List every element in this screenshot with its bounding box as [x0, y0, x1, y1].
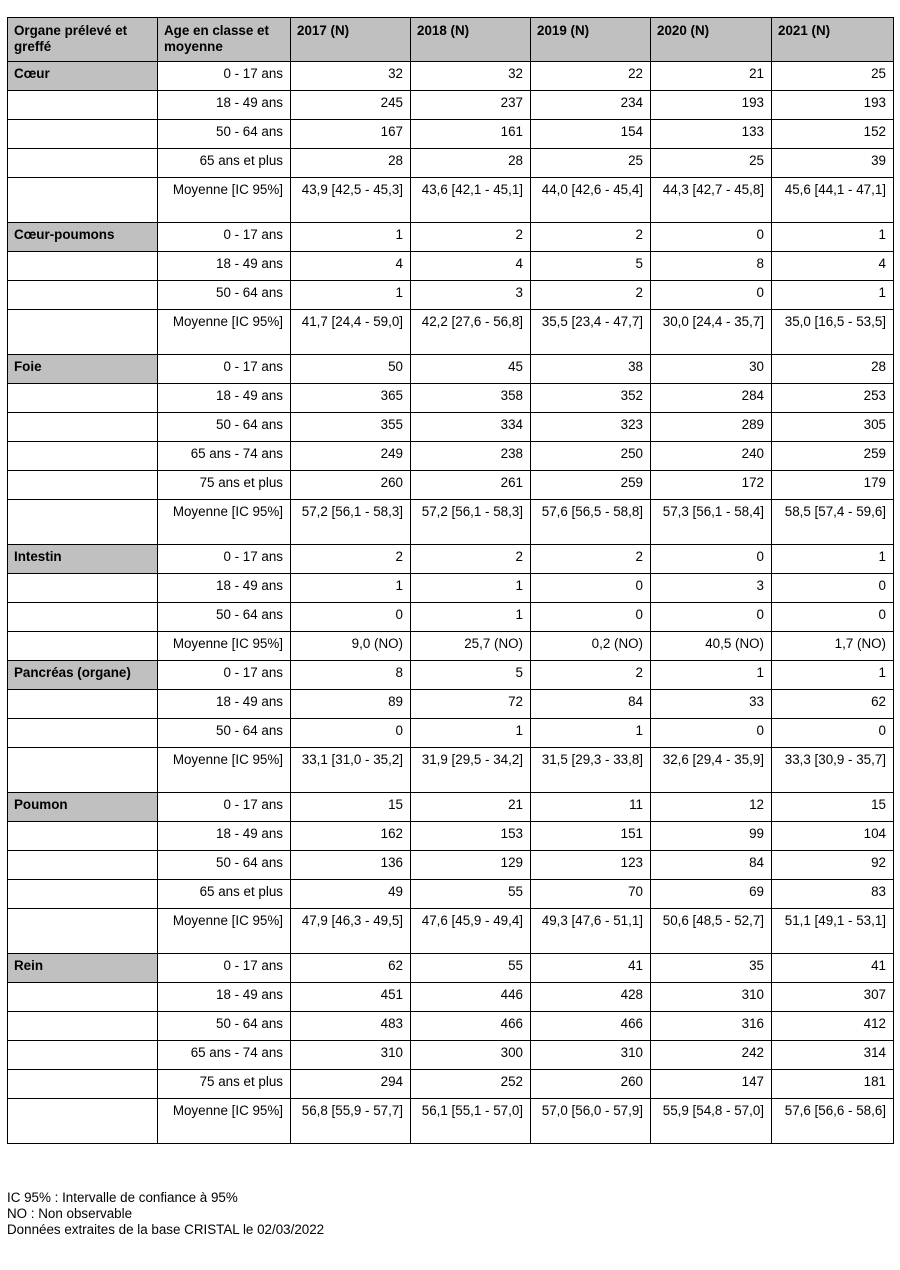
value-cell: 30,0 [24,4 - 35,7]	[651, 310, 772, 355]
organ-label: Foie	[8, 355, 158, 384]
value-cell: 4	[411, 252, 531, 281]
footnote-no: NO : Non observable	[7, 1206, 133, 1221]
header-organ: Organe prélevé et greffé	[8, 18, 158, 62]
value-cell: 1	[411, 719, 531, 748]
age-class-cell: 0 - 17 ans	[158, 661, 291, 690]
value-cell: 43,6 [42,1 - 45,1]	[411, 178, 531, 223]
header-row	[8, 18, 894, 62]
table-row	[8, 748, 894, 793]
table-row	[8, 120, 894, 149]
value-cell: 307	[772, 983, 894, 1012]
value-cell: 15	[772, 793, 894, 822]
organ-cell-empty	[8, 149, 158, 178]
organ-label: Poumon	[8, 793, 158, 822]
table-row	[8, 281, 894, 310]
age-class-cell: 18 - 49 ans	[158, 822, 291, 851]
value-cell: 21	[411, 793, 531, 822]
table-row	[8, 851, 894, 880]
age-class-cell: 75 ans et plus	[158, 471, 291, 500]
value-cell: 253	[772, 384, 894, 413]
value-cell: 1	[772, 281, 894, 310]
header-2017: 2017 (N)	[291, 18, 411, 62]
value-cell: 45	[411, 355, 531, 384]
value-cell: 15	[291, 793, 411, 822]
age-class-cell: 0 - 17 ans	[158, 62, 291, 91]
organ-cell-empty	[8, 281, 158, 310]
value-cell: 316	[651, 1012, 772, 1041]
value-cell: 4	[772, 252, 894, 281]
value-cell: 179	[772, 471, 894, 500]
value-cell: 259	[531, 471, 651, 500]
value-cell: 300	[411, 1041, 531, 1070]
value-cell: 89	[291, 690, 411, 719]
organ-cell-empty	[8, 471, 158, 500]
organ-cell-empty	[8, 120, 158, 149]
header-2018: 2018 (N)	[411, 18, 531, 62]
organ-cell-empty	[8, 1012, 158, 1041]
value-cell: 2	[531, 281, 651, 310]
value-cell: 25	[651, 149, 772, 178]
age-class-cell: 65 ans - 74 ans	[158, 442, 291, 471]
value-cell: 49,3 [47,6 - 51,1]	[531, 909, 651, 954]
value-cell: 33,3 [30,9 - 35,7]	[772, 748, 894, 793]
value-cell: 153	[411, 822, 531, 851]
age-class-cell: 18 - 49 ans	[158, 252, 291, 281]
value-cell: 57,2 [56,1 - 58,3]	[291, 500, 411, 545]
age-class-cell: Moyenne [IC 95%]	[158, 310, 291, 355]
value-cell: 69	[651, 880, 772, 909]
value-cell: 33	[651, 690, 772, 719]
age-class-cell: Moyenne [IC 95%]	[158, 1099, 291, 1144]
table-row	[8, 471, 894, 500]
value-cell: 252	[411, 1070, 531, 1099]
organ-label: Intestin	[8, 545, 158, 574]
value-cell: 234	[531, 91, 651, 120]
value-cell: 84	[651, 851, 772, 880]
value-cell: 162	[291, 822, 411, 851]
value-cell: 57,6 [56,6 - 58,6]	[772, 1099, 894, 1144]
table-row	[8, 880, 894, 909]
value-cell: 42,2 [27,6 - 56,8]	[411, 310, 531, 355]
organ-cell-empty	[8, 252, 158, 281]
value-cell: 9,0 (NO)	[291, 632, 411, 661]
value-cell: 2	[531, 545, 651, 574]
value-cell: 310	[531, 1041, 651, 1070]
age-class-cell: 0 - 17 ans	[158, 223, 291, 252]
value-cell: 167	[291, 120, 411, 149]
table-row	[8, 690, 894, 719]
value-cell: 314	[772, 1041, 894, 1070]
table-row	[8, 252, 894, 281]
value-cell: 99	[651, 822, 772, 851]
age-class-cell: 50 - 64 ans	[158, 281, 291, 310]
value-cell: 45,6 [44,1 - 47,1]	[772, 178, 894, 223]
table-row	[8, 909, 894, 954]
value-cell: 0	[651, 545, 772, 574]
value-cell: 412	[772, 1012, 894, 1041]
value-cell: 2	[531, 223, 651, 252]
value-cell: 104	[772, 822, 894, 851]
value-cell: 32,6 [29,4 - 35,9]	[651, 748, 772, 793]
value-cell: 289	[651, 413, 772, 442]
organ-cell-empty	[8, 851, 158, 880]
table-row	[8, 1012, 894, 1041]
table-row	[8, 91, 894, 120]
value-cell: 50,6 [48,5 - 52,7]	[651, 909, 772, 954]
organ-cell-empty	[8, 442, 158, 471]
value-cell: 44,0 [42,6 - 45,4]	[531, 178, 651, 223]
value-cell: 57,6 [56,5 - 58,8]	[531, 500, 651, 545]
value-cell: 0	[772, 603, 894, 632]
value-cell: 56,1 [55,1 - 57,0]	[411, 1099, 531, 1144]
value-cell: 5	[411, 661, 531, 690]
value-cell: 193	[772, 91, 894, 120]
age-class-cell: 65 ans et plus	[158, 880, 291, 909]
value-cell: 8	[651, 252, 772, 281]
value-cell: 305	[772, 413, 894, 442]
value-cell: 1	[291, 281, 411, 310]
value-cell: 172	[651, 471, 772, 500]
value-cell: 136	[291, 851, 411, 880]
organ-cell-empty	[8, 500, 158, 545]
age-class-cell: 0 - 17 ans	[158, 954, 291, 983]
value-cell: 1	[291, 223, 411, 252]
value-cell: 3	[411, 281, 531, 310]
table-row	[8, 793, 894, 822]
value-cell: 1	[772, 661, 894, 690]
value-cell: 161	[411, 120, 531, 149]
age-class-cell: 75 ans et plus	[158, 1070, 291, 1099]
value-cell: 31,9 [29,5 - 34,2]	[411, 748, 531, 793]
value-cell: 51,1 [49,1 - 53,1]	[772, 909, 894, 954]
age-class-cell: 50 - 64 ans	[158, 1012, 291, 1041]
table-row	[8, 545, 894, 574]
value-cell: 1	[531, 719, 651, 748]
value-cell: 240	[651, 442, 772, 471]
value-cell: 0	[651, 281, 772, 310]
organ-cell-empty	[8, 748, 158, 793]
value-cell: 30	[651, 355, 772, 384]
value-cell: 446	[411, 983, 531, 1012]
age-class-cell: 0 - 17 ans	[158, 545, 291, 574]
value-cell: 41	[531, 954, 651, 983]
value-cell: 1	[411, 603, 531, 632]
header-2021: 2021 (N)	[772, 18, 894, 62]
table-row	[8, 413, 894, 442]
value-cell: 237	[411, 91, 531, 120]
value-cell: 62	[291, 954, 411, 983]
value-cell: 2	[411, 545, 531, 574]
value-cell: 152	[772, 120, 894, 149]
value-cell: 260	[291, 471, 411, 500]
value-cell: 310	[651, 983, 772, 1012]
value-cell: 32	[291, 62, 411, 91]
value-cell: 50	[291, 355, 411, 384]
value-cell: 47,6 [45,9 - 49,4]	[411, 909, 531, 954]
value-cell: 0	[651, 719, 772, 748]
value-cell: 466	[411, 1012, 531, 1041]
value-cell: 5	[531, 252, 651, 281]
value-cell: 259	[772, 442, 894, 471]
age-class-cell: 50 - 64 ans	[158, 851, 291, 880]
organ-cell-empty	[8, 822, 158, 851]
value-cell: 147	[651, 1070, 772, 1099]
table-row	[8, 574, 894, 603]
footnote-source: Données extraites de la base CRISTAL le 02/03/2022	[7, 1222, 325, 1237]
organ-cell-empty	[8, 1099, 158, 1144]
value-cell: 31,5 [29,3 - 33,8]	[531, 748, 651, 793]
organ-cell-empty	[8, 603, 158, 632]
age-class-cell: 18 - 49 ans	[158, 91, 291, 120]
value-cell: 21	[651, 62, 772, 91]
organ-label: Rein	[8, 954, 158, 983]
table-row	[8, 384, 894, 413]
value-cell: 12	[651, 793, 772, 822]
value-cell: 55,9 [54,8 - 57,0]	[651, 1099, 772, 1144]
value-cell: 365	[291, 384, 411, 413]
table-header	[8, 18, 894, 62]
organ-cell-empty	[8, 91, 158, 120]
organ-cell-empty	[8, 690, 158, 719]
value-cell: 428	[531, 983, 651, 1012]
value-cell: 35,0 [16,5 - 53,5]	[772, 310, 894, 355]
value-cell: 57,3 [56,1 - 58,4]	[651, 500, 772, 545]
table-row	[8, 603, 894, 632]
age-class-cell: 18 - 49 ans	[158, 574, 291, 603]
organ-cell-empty	[8, 632, 158, 661]
organ-cell-empty	[8, 384, 158, 413]
age-class-cell: 18 - 49 ans	[158, 384, 291, 413]
value-cell: 39	[772, 149, 894, 178]
value-cell: 261	[411, 471, 531, 500]
age-class-cell: 50 - 64 ans	[158, 603, 291, 632]
value-cell: 28	[291, 149, 411, 178]
value-cell: 58,5 [57,4 - 59,6]	[772, 500, 894, 545]
value-cell: 1	[772, 223, 894, 252]
footnote-ic: IC 95% : Intervalle de confiance à 95%	[7, 1190, 238, 1205]
value-cell: 0,2 (NO)	[531, 632, 651, 661]
organ-cell-empty	[8, 574, 158, 603]
value-cell: 25	[531, 149, 651, 178]
value-cell: 57,2 [56,1 - 58,3]	[411, 500, 531, 545]
organ-label: Pancréas (organe)	[8, 661, 158, 690]
age-class-cell: 65 ans - 74 ans	[158, 1041, 291, 1070]
value-cell: 334	[411, 413, 531, 442]
value-cell: 0	[651, 223, 772, 252]
table-row	[8, 178, 894, 223]
age-class-cell: 50 - 64 ans	[158, 120, 291, 149]
table-row	[8, 954, 894, 983]
value-cell: 133	[651, 120, 772, 149]
value-cell: 181	[772, 1070, 894, 1099]
value-cell: 323	[531, 413, 651, 442]
age-class-cell: Moyenne [IC 95%]	[158, 748, 291, 793]
value-cell: 32	[411, 62, 531, 91]
value-cell: 242	[651, 1041, 772, 1070]
table-row	[8, 661, 894, 690]
value-cell: 57,0 [56,0 - 57,9]	[531, 1099, 651, 1144]
age-class-cell: Moyenne [IC 95%]	[158, 909, 291, 954]
value-cell: 1,7 (NO)	[772, 632, 894, 661]
organ-cell-empty	[8, 310, 158, 355]
value-cell: 2	[411, 223, 531, 252]
table-row	[8, 1070, 894, 1099]
organ-cell-empty	[8, 719, 158, 748]
value-cell: 2	[291, 545, 411, 574]
value-cell: 25	[772, 62, 894, 91]
value-cell: 294	[291, 1070, 411, 1099]
value-cell: 43,9 [42,5 - 45,3]	[291, 178, 411, 223]
age-class-cell: 65 ans et plus	[158, 149, 291, 178]
age-class-cell: 18 - 49 ans	[158, 690, 291, 719]
footnotes	[7, 1190, 324, 1238]
table-row	[8, 632, 894, 661]
value-cell: 33,1 [31,0 - 35,2]	[291, 748, 411, 793]
age-class-cell: 0 - 17 ans	[158, 793, 291, 822]
value-cell: 41,7 [24,4 - 59,0]	[291, 310, 411, 355]
value-cell: 0	[772, 574, 894, 603]
value-cell: 451	[291, 983, 411, 1012]
table-row	[8, 983, 894, 1012]
value-cell: 1	[291, 574, 411, 603]
header-2019: 2019 (N)	[531, 18, 651, 62]
value-cell: 8	[291, 661, 411, 690]
organ-label: Cœur	[8, 62, 158, 91]
value-cell: 92	[772, 851, 894, 880]
value-cell: 1	[772, 545, 894, 574]
age-class-cell: 18 - 49 ans	[158, 983, 291, 1012]
table-row	[8, 442, 894, 471]
value-cell: 11	[531, 793, 651, 822]
age-class-cell: Moyenne [IC 95%]	[158, 178, 291, 223]
organ-cell-empty	[8, 1070, 158, 1099]
value-cell: 44,3 [42,7 - 45,8]	[651, 178, 772, 223]
value-cell: 250	[531, 442, 651, 471]
value-cell: 72	[411, 690, 531, 719]
value-cell: 352	[531, 384, 651, 413]
value-cell: 1	[411, 574, 531, 603]
value-cell: 83	[772, 880, 894, 909]
value-cell: 129	[411, 851, 531, 880]
value-cell: 0	[291, 603, 411, 632]
value-cell: 0	[531, 603, 651, 632]
table-row	[8, 355, 894, 384]
organ-cell-empty	[8, 983, 158, 1012]
value-cell: 249	[291, 442, 411, 471]
value-cell: 0	[531, 574, 651, 603]
header-age: Age en classe et moyenne	[158, 18, 291, 62]
table-row	[8, 149, 894, 178]
organ-cell-empty	[8, 178, 158, 223]
age-class-cell: Moyenne [IC 95%]	[158, 632, 291, 661]
age-class-cell: 50 - 64 ans	[158, 413, 291, 442]
value-cell: 355	[291, 413, 411, 442]
value-cell: 0	[651, 603, 772, 632]
value-cell: 35,5 [23,4 - 47,7]	[531, 310, 651, 355]
organ-label: Cœur-poumons	[8, 223, 158, 252]
organ-age-table	[7, 17, 894, 1144]
age-class-cell: Moyenne [IC 95%]	[158, 500, 291, 545]
value-cell: 38	[531, 355, 651, 384]
value-cell: 2	[531, 661, 651, 690]
value-cell: 193	[651, 91, 772, 120]
value-cell: 25,7 (NO)	[411, 632, 531, 661]
organ-cell-empty	[8, 880, 158, 909]
value-cell: 238	[411, 442, 531, 471]
value-cell: 4	[291, 252, 411, 281]
value-cell: 310	[291, 1041, 411, 1070]
value-cell: 62	[772, 690, 894, 719]
value-cell: 245	[291, 91, 411, 120]
value-cell: 84	[531, 690, 651, 719]
table-row	[8, 719, 894, 748]
organ-cell-empty	[8, 413, 158, 442]
value-cell: 55	[411, 954, 531, 983]
value-cell: 123	[531, 851, 651, 880]
table-row	[8, 310, 894, 355]
value-cell: 28	[411, 149, 531, 178]
value-cell: 0	[291, 719, 411, 748]
value-cell: 3	[651, 574, 772, 603]
table-row	[8, 1041, 894, 1070]
value-cell: 28	[772, 355, 894, 384]
header-2020: 2020 (N)	[651, 18, 772, 62]
value-cell: 49	[291, 880, 411, 909]
value-cell: 1	[651, 661, 772, 690]
value-cell: 47,9 [46,3 - 49,5]	[291, 909, 411, 954]
table-row	[8, 62, 894, 91]
value-cell: 0	[772, 719, 894, 748]
value-cell: 358	[411, 384, 531, 413]
value-cell: 70	[531, 880, 651, 909]
value-cell: 466	[531, 1012, 651, 1041]
value-cell: 41	[772, 954, 894, 983]
value-cell: 35	[651, 954, 772, 983]
table-row	[8, 1099, 894, 1144]
table-body	[8, 62, 894, 1144]
organ-cell-empty	[8, 909, 158, 954]
age-class-cell: 0 - 17 ans	[158, 355, 291, 384]
value-cell: 22	[531, 62, 651, 91]
table-row	[8, 822, 894, 851]
value-cell: 483	[291, 1012, 411, 1041]
table-row	[8, 223, 894, 252]
organ-cell-empty	[8, 1041, 158, 1070]
table-row	[8, 500, 894, 545]
value-cell: 56,8 [55,9 - 57,7]	[291, 1099, 411, 1144]
value-cell: 151	[531, 822, 651, 851]
value-cell: 260	[531, 1070, 651, 1099]
value-cell: 154	[531, 120, 651, 149]
value-cell: 40,5 (NO)	[651, 632, 772, 661]
age-class-cell: 50 - 64 ans	[158, 719, 291, 748]
value-cell: 55	[411, 880, 531, 909]
value-cell: 284	[651, 384, 772, 413]
